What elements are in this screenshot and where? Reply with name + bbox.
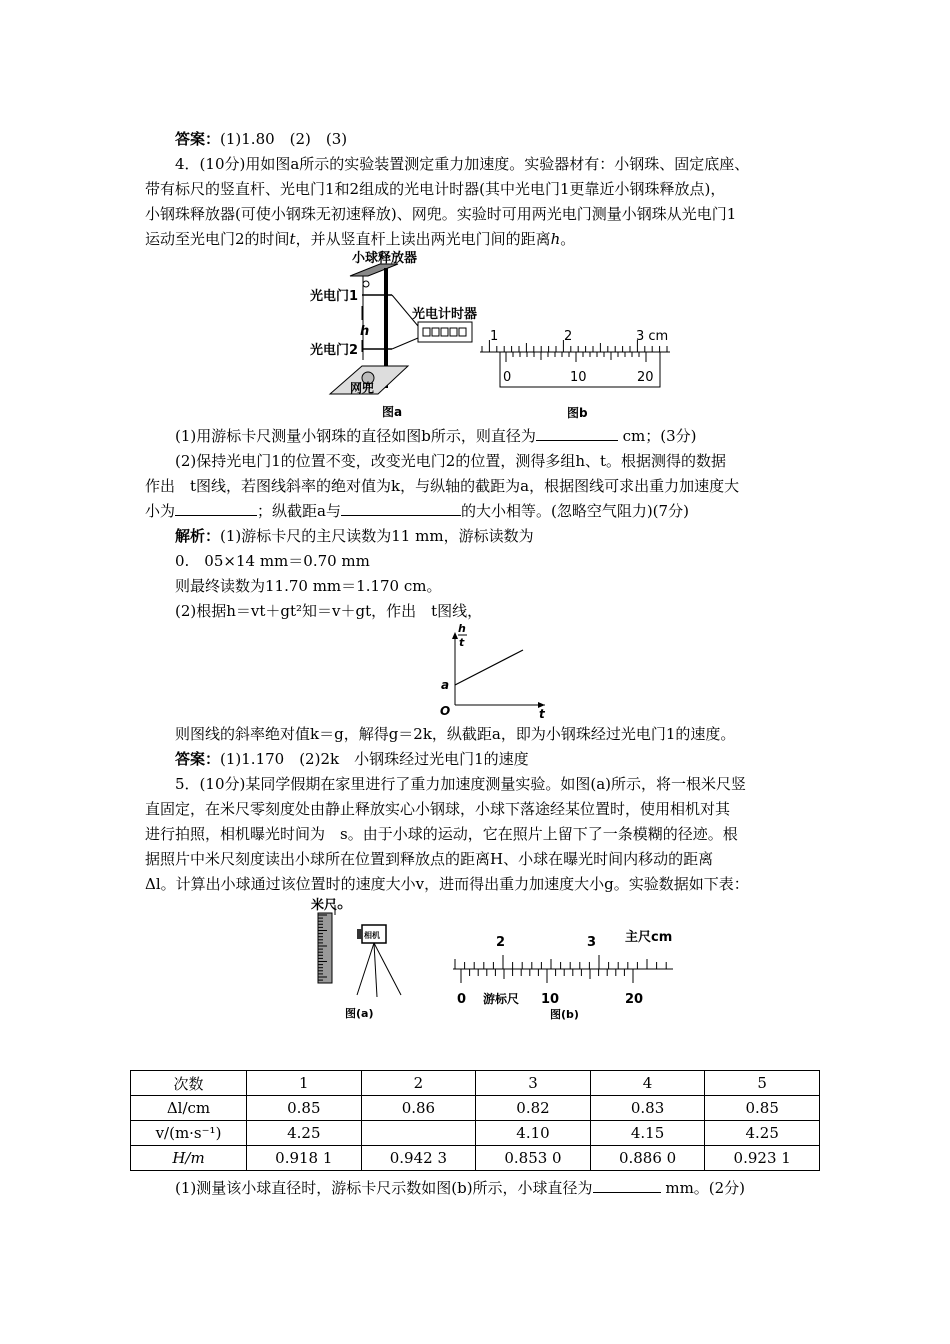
table-cell: v/(m·s⁻¹) <box>131 1121 247 1146</box>
q4-stem-line-4: 运动至光电门2的时间t，并从竖直杆上读出两光电门间的距离h。 <box>145 230 576 248</box>
vernier-scale-ticks <box>506 352 646 362</box>
answer-blank[interactable] <box>175 501 257 516</box>
x-label: t <box>539 707 545 720</box>
q4-question-2-line-3: 小为 ；纵截距a与 的大小相等。(忽略空气阻力)(7分) <box>145 502 689 520</box>
vernier-tick-label: 10 <box>541 992 560 1007</box>
table-header-cell: 次数 <box>131 1071 247 1096</box>
table-header-row <box>131 1071 820 1096</box>
q4-stem-line-3: 小钢珠释放器(可使小钢珠无初速释放)、网兜。实验时可用两光电门测量小钢珠从光电门1 <box>145 205 737 223</box>
timer-box <box>418 322 472 342</box>
vernier-scale-ticks <box>461 969 633 983</box>
q4-solution-2: 0. 05×14 mm＝0.70 mm <box>175 552 370 570</box>
q5-stem-line-4: 据照片中米尺刻度读出小球所在位置到释放点的距离H、小球在曝光时间内移动的距离 <box>145 850 714 868</box>
table-cell: 0.82 <box>476 1096 591 1121</box>
main-scale-ticks <box>455 955 666 969</box>
table-cell: 0.85 <box>705 1096 820 1121</box>
tripod-leg <box>374 943 377 997</box>
vernier-tick-label: 20 <box>625 992 644 1007</box>
table-row <box>131 1146 820 1171</box>
y-label-top: h <box>458 622 466 635</box>
table-cell: 4.25 <box>705 1121 820 1146</box>
fit-line <box>455 650 523 685</box>
wire-2 <box>392 338 418 349</box>
origin-label: O <box>440 704 451 718</box>
table-header-cell: 3 <box>476 1071 591 1096</box>
main-scale-label: 主尺cm <box>625 930 673 945</box>
main-tick-label: 3 <box>587 935 597 950</box>
table-cell: 0.942 3 <box>361 1146 476 1171</box>
label-camera: 相机 <box>364 931 380 940</box>
q4-question-2-line-1: (2)保持光电门1的位置不变，改变光电门2的位置，测得多组h、t。根据测得的数据 <box>175 452 727 470</box>
table-cell: 4.25 <box>247 1121 362 1146</box>
ball <box>338 905 342 909</box>
table-cell <box>361 1121 476 1146</box>
q5-stem-line-1: 5．(10分)某同学假期在家里进行了重力加速度测量实验。如图(a)所示，将一根米尺竖 <box>175 775 746 793</box>
main-tick-label: 2 <box>564 329 573 344</box>
figure-b-vernier <box>470 325 680 425</box>
main-tick-label: 1 <box>490 329 499 344</box>
figure-5a-setup <box>305 895 415 1025</box>
caption-fig-b: 图b <box>567 406 588 420</box>
tripod-leg <box>374 943 401 995</box>
caption-fig-a: 图a <box>382 405 403 419</box>
table-cell: 0.853 0 <box>476 1146 591 1171</box>
table-cell: Δl/cm <box>131 1096 247 1121</box>
table-cell: 4.10 <box>476 1121 591 1146</box>
table-cell: 0.83 <box>590 1096 705 1121</box>
q4-solution-1: 解析：(1)游标卡尺的主尺读数为11 mm，游标读数为 <box>175 527 534 545</box>
q4-solution-4: (2)根据h＝vt＋gt²知＝v＋gt，作出 t图线， <box>175 602 483 620</box>
table-header-cell: 4 <box>590 1071 705 1096</box>
table-cell: 0.923 1 <box>705 1146 820 1171</box>
label-ruler: 米尺 <box>311 898 338 913</box>
q5-stem-line-3: 进行拍照，相机曝光时间为 s。由于小球的运动，它在照片上留下了一条模糊的径迹。根 <box>145 825 738 843</box>
vernier-tick-label: 0 <box>503 370 512 385</box>
table-cell: 4.15 <box>590 1121 705 1146</box>
data-table <box>130 1070 820 1171</box>
vernier-tick-label: 20 <box>637 370 654 385</box>
label-gate1: 光电门1 <box>310 289 359 304</box>
meter-ruler <box>318 913 332 983</box>
table-cell: 0.886 0 <box>590 1146 705 1171</box>
table-cell: H/m <box>131 1146 247 1171</box>
answer-text: (1)1.80 (2) (3) <box>220 130 348 148</box>
q4-solution-5: 则图线的斜率绝对值k＝g，解得g＝2k，纵截距a，即为小钢珠经过光电门1的速度。 <box>175 725 736 743</box>
q3-answer <box>175 128 347 150</box>
q4-answer: 答案：(1)1.170 (2)2k 小钢珠经过光电门1的速度 <box>175 750 529 768</box>
ht-graph <box>425 620 555 720</box>
q4-solution-3: 则最终读数为11.70 mm＝1.170 cm。 <box>175 577 442 595</box>
q4-question-1: (1)用游标卡尺测量小钢珠的直径如图b所示，则直径为 cm；(3分) <box>175 427 697 445</box>
y-label-bottom: t <box>459 636 465 649</box>
label-net: 网兜 <box>350 381 375 395</box>
q5-stem-line-5: Δl。计算出小球通过该位置时的速度大小v，进而得出重力加速度大小g。实验数据如下表： <box>145 875 749 893</box>
vernier-tick-label: 0 <box>457 992 467 1007</box>
table-row <box>131 1096 820 1121</box>
caption-fig-5b: 图(b) <box>550 1008 579 1021</box>
vernier-tick-label: 10 <box>570 370 587 385</box>
label-h: h <box>360 324 370 339</box>
answer-blank[interactable] <box>341 501 461 516</box>
q5-stem-line-2: 直固定，在米尺零刻度处由静止释放实心小钢球，小球下落途经某位置时，使用相机对其 <box>145 800 731 818</box>
answer-label: 答案： <box>175 130 221 148</box>
q4-stem-line-2: 带有标尺的竖直杆、光电门1和2组成的光电计时器(其中光电门1更靠近小钢珠释放点)， <box>145 180 726 198</box>
label-gate2: 光电门2 <box>310 343 359 358</box>
table-row <box>131 1121 820 1146</box>
answer-blank[interactable] <box>536 426 618 441</box>
camera-lens <box>357 929 362 939</box>
q5-question-1: (1)测量该小球直径时，游标卡尺示数如图(b)所示，小球直径为 mm。(2分) <box>175 1179 746 1197</box>
figure-5b-vernier <box>445 925 685 1025</box>
answer-blank[interactable] <box>593 1178 661 1193</box>
main-tick-label: 2 <box>496 935 506 950</box>
q4-question-2-line-2: 作出 t图线，若图线斜率的绝对值为k，与纵轴的截距为a，根据图线可求出重力加速度大 <box>145 477 740 495</box>
table-cell: 0.85 <box>247 1096 362 1121</box>
tripod-leg <box>357 943 374 995</box>
q4-stem-line-1: 4．(10分)用如图a所示的实验装置测定重力加速度。实验器材有：小钢珠、固定底座、 <box>175 155 750 173</box>
table-header-cell: 5 <box>705 1071 820 1096</box>
label-releaser: 小球释放器 <box>352 251 418 266</box>
table-cell: 0.86 <box>361 1096 476 1121</box>
main-tick-label: 3 cm <box>636 329 669 344</box>
caption-fig-5a: 图(a) <box>345 1007 374 1020</box>
table-header-cell: 2 <box>361 1071 476 1096</box>
table-header-cell: 1 <box>247 1071 362 1096</box>
label-timer: 光电计时器 <box>412 307 478 322</box>
steel-ball <box>363 281 369 287</box>
intercept-label: a <box>441 678 450 692</box>
vernier-scale-label: 游标尺 <box>483 992 520 1006</box>
table-cell: 0.918 1 <box>247 1146 362 1171</box>
